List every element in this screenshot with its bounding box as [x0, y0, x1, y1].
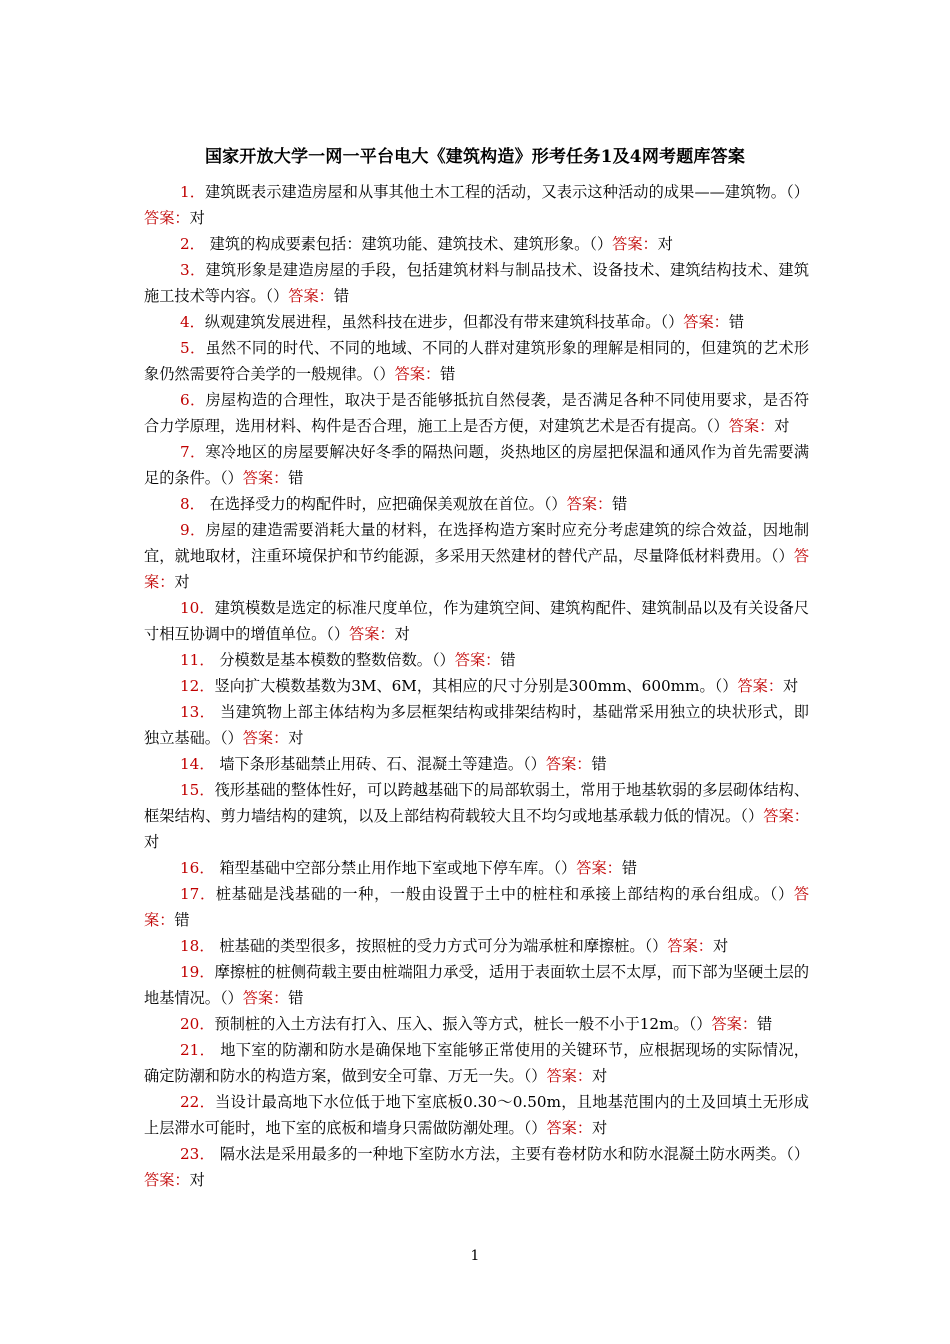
question-number: 1． [180, 183, 206, 201]
answer-label: 答案： [576, 859, 622, 877]
question-number: 10． [180, 599, 215, 617]
question-number: 13． [180, 703, 216, 721]
question-item [144, 933, 809, 959]
document-title: 国家开放大学一网一平台电大《建筑构造》形考任务1及4网考题库答案 [204, 147, 746, 167]
answer-value: 错 [288, 989, 304, 1007]
question-text: 预制桩的入土方法有打入、压入、振入等方式，桩长一般不小于12m。（） [214, 1015, 712, 1033]
question-item [144, 777, 809, 855]
question-text: 建筑的构成要素包括：建筑功能、建筑技术、建筑形象。（） [204, 235, 613, 253]
question-number: 8． [180, 495, 205, 513]
answer-value: 错 [440, 365, 456, 383]
answer-label: 答案： [288, 287, 334, 305]
answer-label: 答案： [349, 625, 395, 643]
question-number: 2． [180, 235, 205, 253]
question-text: 房屋构造的合理性，取决于是否能够抵抗自然侵袭，是否满足各种不同使用要求，是否符合力学原理，选用材料、构件是否合理，施工上是否方便，对建筑艺术是否有提高。（） [144, 391, 810, 435]
answer-label: 答案： [545, 755, 592, 773]
answer-value: 错 [612, 495, 628, 513]
answer-value: 错 [728, 313, 745, 331]
answer-value: 错 [591, 755, 607, 773]
answer-value: 错 [500, 651, 516, 669]
answer-value: 对 [144, 833, 160, 851]
question-item [144, 491, 809, 517]
answer-label: 答案： [144, 209, 190, 227]
answer-label: 答案： [667, 937, 713, 955]
question-number: 15． [180, 781, 215, 799]
question-number: 12． [180, 677, 215, 695]
question-item [144, 1089, 809, 1141]
question-number: 18． [180, 937, 215, 955]
question-text: 寒冷地区的房屋要解决好冬季的隔热问题，炎热地区的房屋把保温和通风作为首先需要满足的条件。（） [144, 443, 810, 487]
answer-label: 答案： [242, 469, 289, 487]
answer-value: 对 [189, 209, 205, 227]
question-text: 房屋的建造需要消耗大量的材料，在选择构造方案时应充分考虑建筑的综合效益，因地制宜，就地取材，注重环境保护和节约能源，多采用天然建材的替代产品，尽量降低材料费用。（） [144, 521, 810, 565]
answer-value: 对 [783, 677, 799, 695]
answer-label: 答案： [242, 989, 289, 1007]
question-text: 建筑形象是建造房屋的手段，包括建筑材料与制品技术、设备技术、建筑结构技术、建筑施工技术等内容。（） [144, 261, 810, 305]
answer-value: 对 [189, 1171, 205, 1189]
question-number: 21． [180, 1041, 216, 1059]
question-text: 隔水法是采用最多的一种地下室防水方法，主要有卷材防水和防水混凝土防水两类。（） [214, 1145, 810, 1163]
question-text: 墙下条形基础禁止用砖、石、混凝土等建造。（） [214, 755, 546, 773]
answer-value: 错 [621, 859, 637, 877]
question-number: 7． [180, 443, 206, 461]
question-number: 4． [180, 313, 205, 331]
question-number: 19． [180, 963, 215, 981]
answer-label: 答案： [394, 365, 441, 383]
question-item [144, 179, 809, 231]
question-text: 在选择受力的构配件时，应把确保美观放在首位。（） [204, 495, 567, 513]
answer-label: 答案： [144, 885, 809, 929]
question-item [144, 439, 809, 491]
question-item [144, 257, 809, 309]
question-item [144, 1141, 809, 1193]
question-item [144, 855, 809, 881]
question-text: 桩基础是浅基础的一种，一般由设置于土中的桩柱和承接上部结构的承台组成。（） [215, 885, 794, 903]
question-number: 17． [180, 885, 216, 903]
question-item [144, 1011, 809, 1037]
page-number: 1 [470, 1248, 480, 1264]
question-item [144, 231, 809, 257]
question-number: 5． [180, 339, 206, 357]
answer-value: 对 [657, 235, 673, 253]
answer-label: 答案： [737, 677, 783, 695]
answer-value: 对 [394, 625, 410, 643]
answer-label: 答案： [612, 235, 658, 253]
question-number: 11． [180, 651, 215, 669]
question-item [144, 1037, 809, 1089]
question-text: 建筑既表示建造房屋和从事其他土木工程的活动，又表示这种活动的成果——建筑物。（） [205, 183, 809, 201]
answer-value: 错 [288, 469, 304, 487]
question-number: 20． [180, 1015, 215, 1033]
question-text: 地下室的防潮和防水是确保地下室能够正常使用的关键环节，应根据现场的实际情况，确定防潮和防水的构造方案，做到安全可靠、万无一失。（） [144, 1041, 809, 1085]
question-item [144, 647, 809, 673]
answer-value: 对 [174, 573, 190, 591]
question-item [144, 751, 809, 777]
answer-label: 答案： [144, 547, 809, 591]
question-text: 筏形基础的整体性好，可以跨越基础下的局部软弱土，常用于地基软弱的多层砌体结构、框架结构、剪力墙结构的建筑，以及上部结构荷载较大且不均匀或地基承载力低的情况。（） [144, 781, 810, 825]
answer-value: 错 [333, 287, 350, 305]
answer-label: 答案： [683, 313, 729, 331]
answer-value: 错 [757, 1015, 773, 1033]
question-text: 竖向扩大模数基数为3M、6M，其相应的尺寸分别是300mm、600mm。（） [214, 677, 738, 695]
question-text: 摩擦桩的桩侧荷载主要由桩端阻力承受，适用于表面软土层不太厚，而下部为坚硬土层的地基情况。（） [144, 963, 810, 1007]
answer-value: 错 [174, 911, 190, 929]
question-number: 14． [180, 755, 215, 773]
answer-label: 答案： [711, 1015, 758, 1033]
answer-label: 答案： [546, 1119, 593, 1137]
question-item [144, 517, 809, 595]
question-text: 箱型基础中空部分禁止用作地下室或地下停车库。（） [214, 859, 577, 877]
question-number: 22． [180, 1093, 216, 1111]
question-item [144, 881, 809, 933]
question-item [144, 699, 809, 751]
answer-value: 对 [592, 1119, 608, 1137]
answer-value: 对 [592, 1067, 608, 1085]
question-item [144, 387, 809, 439]
answer-value: 对 [712, 937, 729, 955]
question-text: 当设计最高地下水位低于地下室底板0.30～0.50m，且地基范围内的土及回填土无形成上层滞水可能时，地下室的底板和墙身只需做防潮处理。（） [144, 1093, 809, 1137]
answer-label: 答案： [763, 807, 809, 825]
question-text: 桩基础的类型很多，按照桩的受力方式可分为端承桩和摩擦桩。（） [214, 937, 668, 955]
question-text: 分模数是基本模数的整数倍数。（） [214, 651, 455, 669]
question-text: 当建筑物上部主体结构为多层框架结构或排架结构时，基础常采用独立的块状形式，即独立基础。（） [144, 703, 809, 747]
question-text: 纵观建筑发展进程，虽然科技在进步，但都没有带来建筑科技革命。（） [204, 313, 684, 331]
question-number: 6． [180, 391, 206, 409]
question-item [144, 959, 809, 1011]
answer-label: 答案： [728, 417, 775, 435]
answer-label: 答案： [546, 1067, 593, 1085]
answer-value: 对 [288, 729, 304, 747]
answer-value: 对 [774, 417, 790, 435]
question-number: 3． [180, 261, 206, 279]
question-text: 虽然不同的时代、不同的地域、不同的人群对建筑形象的理解是相同的，但建筑的艺术形象仍然需要符合美学的一般规律。（） [144, 339, 810, 383]
answer-label: 答案： [242, 729, 289, 747]
question-item [144, 595, 809, 647]
question-item [144, 335, 809, 387]
question-text: 建筑模数是选定的标准尺度单位，作为建筑空间、建筑构配件、建筑制品以及有关设备尺寸相互协调中的增值单位。（） [144, 599, 810, 643]
answer-label: 答案： [144, 1171, 190, 1189]
question-number: 23． [180, 1145, 215, 1163]
question-item [144, 309, 809, 335]
answer-label: 答案： [566, 495, 613, 513]
answer-label: 答案： [454, 651, 501, 669]
question-number: 16． [180, 859, 215, 877]
question-number: 9． [180, 521, 206, 539]
question-item [144, 673, 809, 699]
question-list [144, 179, 809, 1193]
